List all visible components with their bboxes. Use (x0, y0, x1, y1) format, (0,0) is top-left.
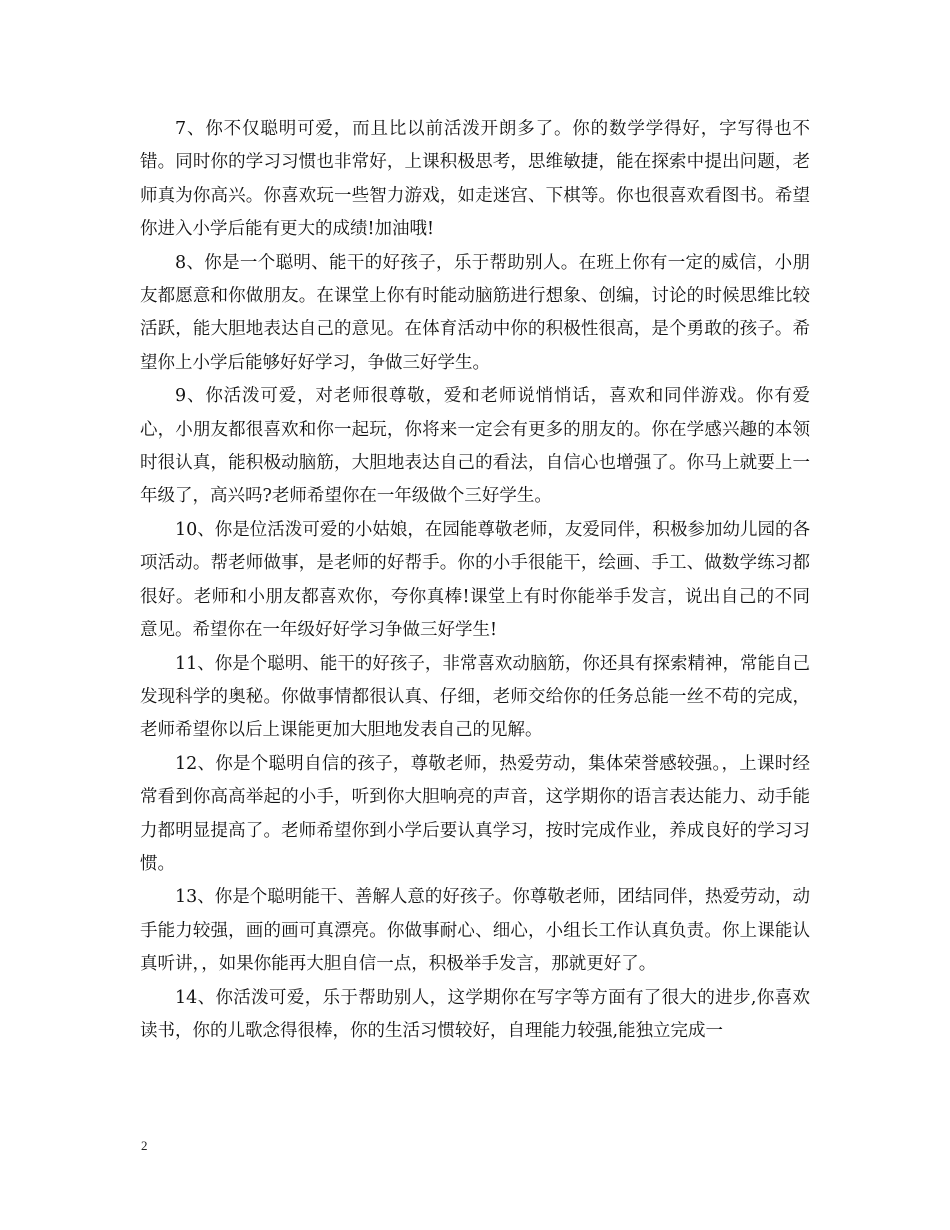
page-number: 2 (141, 1138, 148, 1153)
document-body (140, 113, 810, 1048)
paragraph-comment-9: 9、你活泼可爱，对老师很尊敬，爱和老师说悄悄话，喜欢和同伴游戏。你有爱心，小朋友都很喜欢和你一起玩，你将来一定会有更多的朋友的。你在学感兴趣的本领时很认真，能积极动脑筋，大胆地表达自己的看法，自信心也增强了。你马上就要上一年级了，高兴吗?老师希望你在一年级做个三好学生。 (140, 386, 810, 507)
paragraph-comment-7: 7、你不仅聪明可爱，而且比以前活泼开朗多了。你的数学学得好，字写得也不错。同时你的学习习惯也非常好，上课积极思考，思维敏捷，能在探索中提出问题，老师真为你高兴。你喜欢玩一些智力游戏，如走迷宫、下棋等。你也很喜欢看图书。希望你进入小学后能有更大的成绩!加油哦! (140, 119, 810, 240)
paragraph-comment-12: 12、你是个聪明自信的孩子，尊敬老师，热爱劳动，集体荣誉感较强。，上课时经常看到你高高举起的小手，听到你大胆响亮的声音，这学期你的语言表达能力、动手能力都明显提高了。老师希望你到小学后要认真学习，按时完成作业，养成良好的学习习惯。 (140, 753, 810, 874)
paragraph-comment-8: 8、你是一个聪明、能干的好孩子，乐于帮助别人。在班上你有一定的威信，小朋友都愿意和你做朋友。在课堂上你有时能动脑筋进行想象、创编，讨论的时候思维比较活跃，能大胆地表达自己的意见。在体育活动中你的积极性很高，是个勇敢的孩子。希望你上小学后能够好好学习，争做三好学生。 (140, 252, 810, 373)
paragraph-comment-10: 10、你是位活泼可爱的小姑娘，在园能尊敬老师，友爱同伴，积极参加幼儿园的各项活动。帮老师做事，是老师的好帮手。你的小手很能干，绘画、手工、做数学练习都很好。老师和小朋友都喜欢你，夸你真棒!课堂上有时你能举手发言，说出自己的不同意见。希望你在一年级好好学习争做三好学生! (140, 519, 810, 641)
paragraph-comment-14: 14、你活泼可爱，乐于帮助别人，这学期你在写字等方面有了很大的进步,你喜欢读书，你的儿歌念得很棒，你的生活习惯较好，自理能力较强,能独立完成一 (140, 987, 810, 1041)
paragraph-comment-11: 11、你是个聪明、能干的好孩子，非常喜欢动脑筋，你还具有探索精神，常能自己发现科学的奥秘。你做事情都很认真、仔细，老师交给你的任务总能一丝不苟的完成，老师希望你以后上课能更加大胆地发表自己的见解。 (140, 653, 810, 741)
paragraph-comment-13: 13、你是个聪明能干、善解人意的好孩子。你尊敬老师，团结同伴，热爱劳动，动手能力较强，画的画可真漂亮。你做事耐心、细心，小组长工作认真负责。你上课能认真听讲，，如果你能再大胆自信一点，积极举手发言，那就更好了。 (140, 887, 810, 975)
